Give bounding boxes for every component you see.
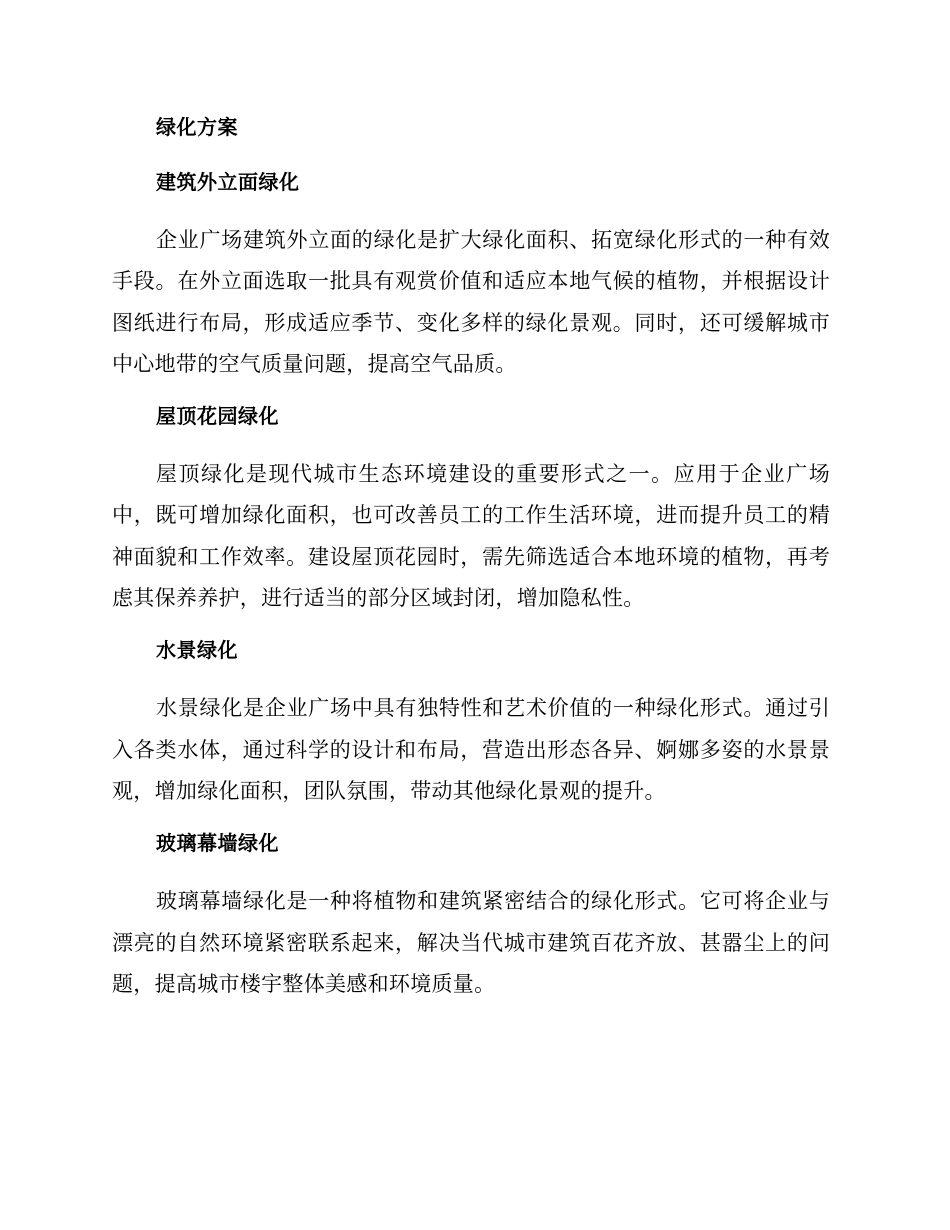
section-roof-garden xyxy=(112,399,830,619)
section-facade xyxy=(112,165,830,385)
section-heading: 玻璃幕墙绿化 xyxy=(156,831,279,856)
section-paragraph: 屋顶绿化是现代城市生态环境建设的重要形式之一。应用于企业广场中，既可增加绿化面积，也可改善员工的工作生活环境，进而提升员工的精神面貌和工作效率。建设屋顶花园时，需先筛选适合本地环境的植物，再考虑其保养养护，进行适当的部分区域封闭，增加隐私性。 xyxy=(112,462,830,611)
section-paragraph: 水景绿化是企业广场中具有独特性和艺术价值的一种绿化形式。通过引入各类水体，通过科学的设计和布局，营造出形态各异、婀娜多姿的水景景观，增加绿化面积，团队氛围，带动其他绿化景观的提升。 xyxy=(112,696,830,803)
section-waterscape xyxy=(112,633,830,812)
section-heading: 建筑外立面绿化 xyxy=(156,170,300,194)
section-heading: 水景绿化 xyxy=(156,638,238,663)
section-heading: 屋顶花园绿化 xyxy=(156,404,279,429)
document-title: 绿化方案 xyxy=(156,115,238,139)
section-paragraph: 企业广场建筑外立面的绿化是扩大绿化面积、拓宽绿化形式的一种有效手段。在外立面选取一批具有观赏价值和适应本地气候的植物，并根据设计图纸进行布局，形成适应季节、变化多样的绿化景观。同时，还可缓解城市中心地带的空气质量问题，提高空气品质。 xyxy=(112,228,830,376)
section-glass-curtain-wall xyxy=(112,826,830,1005)
document-page xyxy=(112,110,830,1019)
section-paragraph: 玻璃幕墙绿化是一种将植物和建筑紧密结合的绿化形式。它可将企业与漂亮的自然环境紧密联系起来，解决当代城市建筑百花齐放、甚嚣尘上的问题，提高城市楼宇整体美感和环境质量。 xyxy=(112,889,830,996)
